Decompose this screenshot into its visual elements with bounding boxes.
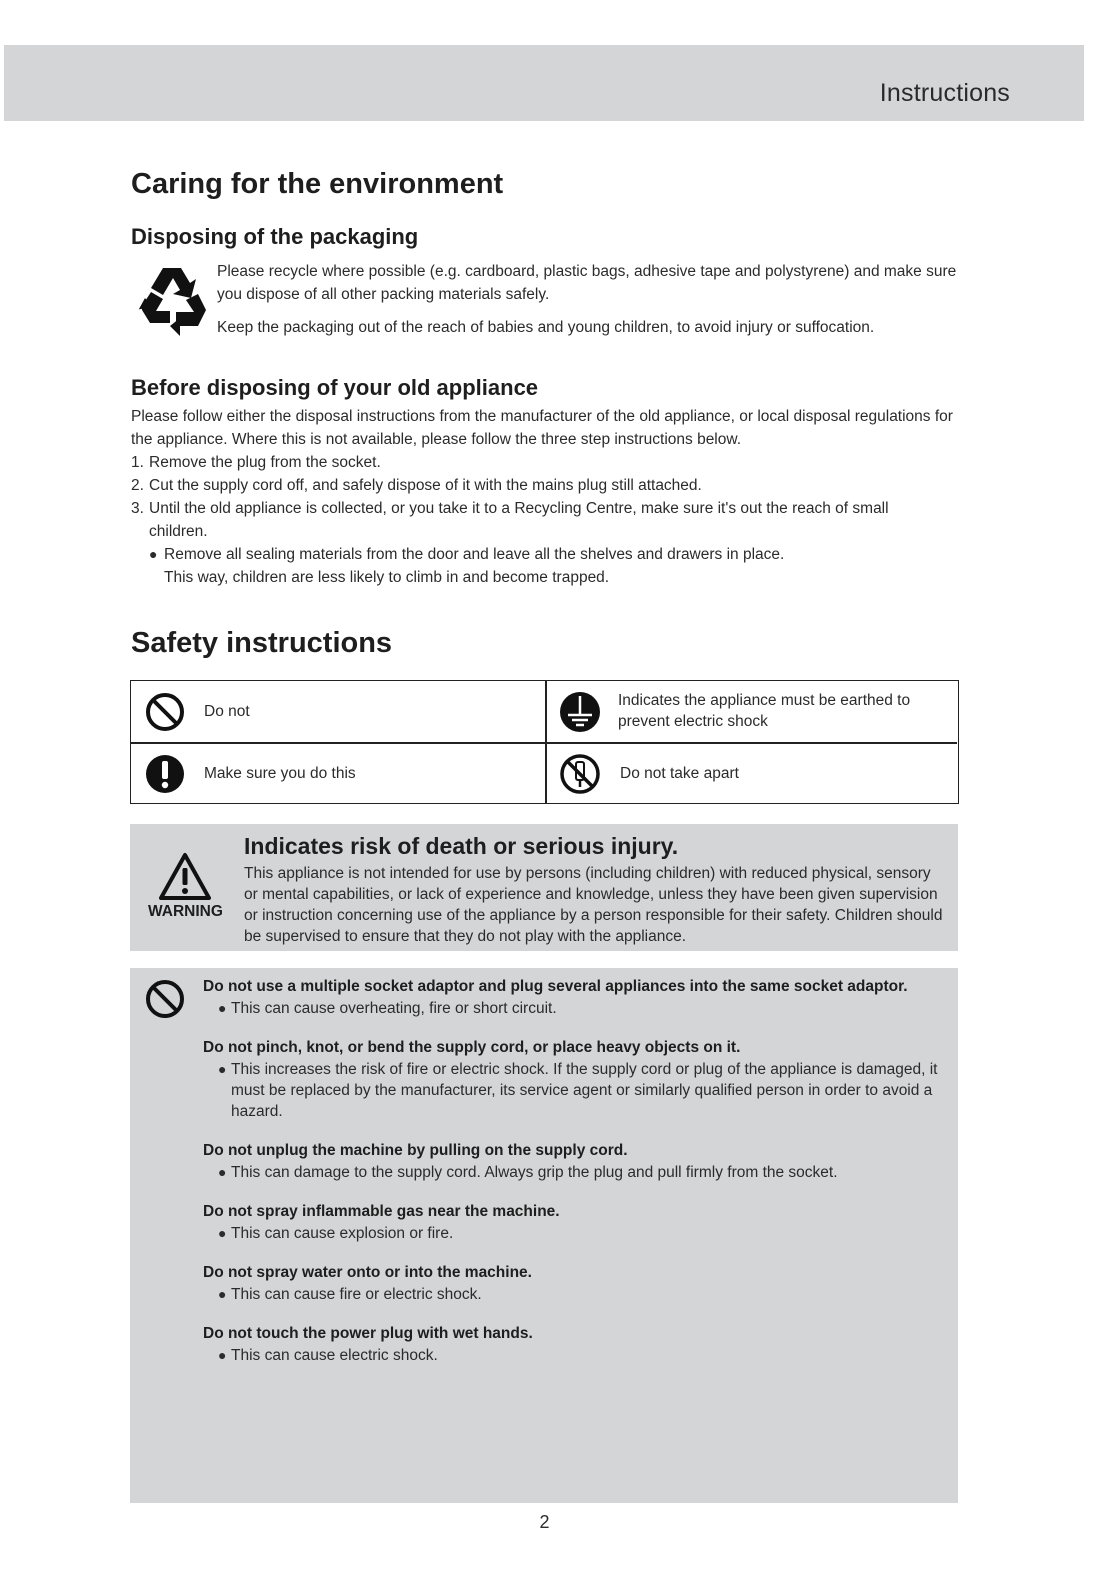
section-title-safety: Safety instructions <box>131 627 393 659</box>
rule-title: Do not touch the power plug with wet hands. <box>203 1325 533 1342</box>
rule-detail <box>203 1162 948 1183</box>
rule-title: Do not spray inflammable gas near the machine. <box>203 1203 560 1220</box>
bullet-icon: ● <box>218 1347 227 1363</box>
list-item <box>131 451 961 474</box>
earth-ground-icon <box>559 691 601 733</box>
rule-title: Do not unplug the machine by pulling on the supply cord. <box>203 1142 628 1159</box>
bullet-icon: ● <box>218 1286 227 1302</box>
old-appliance-text <box>131 405 961 589</box>
rule-detail <box>203 1284 948 1305</box>
prohibition-icon <box>145 978 185 1020</box>
rule-detail-text: This can cause explosion or fire. <box>231 1225 454 1242</box>
rule-detail-text: This can damage to the supply cord. Always grip the plug and pull firmly from the socket. <box>231 1164 838 1181</box>
legend-label: Make sure you do this <box>204 765 356 782</box>
warning-label: WARNING <box>148 903 223 920</box>
warning-title: Indicates risk of death or serious injury. <box>244 833 679 859</box>
rule-detail <box>203 998 948 1019</box>
disposal-steps <box>131 451 961 543</box>
bullet-icon: ● <box>218 1061 227 1077</box>
list-item <box>203 1201 948 1244</box>
step-text: Remove the plug from the socket. <box>149 454 381 471</box>
legend-label: Do not take apart <box>620 765 739 782</box>
bullet-icon: ● <box>149 546 158 562</box>
recycle-icon <box>136 264 208 338</box>
list-item <box>131 497 961 543</box>
packaging-text <box>217 260 977 349</box>
do-not-rules-box <box>130 968 958 1503</box>
packaging-paragraph-1: Please recycle where possible (e.g. cardboard, plastic bags, adhesive tape and polystyrene) and make sure you dispose of all other packing materials safely. <box>217 263 957 303</box>
rule-detail <box>203 1223 948 1244</box>
bullet-icon: ● <box>218 1225 227 1241</box>
section-title-environment: Caring for the environment <box>131 168 504 200</box>
legend-label: Do not <box>204 703 250 720</box>
legend-cell-do-not <box>131 681 545 742</box>
rule-detail <box>203 1059 948 1122</box>
heading-old-appliance: Before disposing of your old appliance <box>131 375 539 400</box>
no-disassembly-icon <box>559 753 601 795</box>
bullet-line-2: This way, children are less likely to climb in and become trapped. <box>164 569 610 586</box>
step-number: 3. <box>131 500 144 517</box>
warning-triangle-icon <box>158 852 212 902</box>
list-item <box>203 1037 948 1122</box>
legend-cell-do-not-take-apart <box>547 744 958 803</box>
bullet-line-1: Remove all sealing materials from the door and leave all the shelves and drawers in place. <box>164 546 785 563</box>
rule-detail-text: This can cause fire or electric shock. <box>231 1286 482 1303</box>
old-appliance-intro: Please follow either the disposal instructions from the manufacturer of the old appliance, or local disposal regulations for the appliance. Where this is not available, please follow the three step instructions below. <box>131 408 953 448</box>
list-item <box>203 1140 948 1183</box>
rule-title: Do not spray water onto or into the machine. <box>203 1264 532 1281</box>
bullet-icon: ● <box>218 1000 227 1016</box>
page-header-title: Instructions <box>879 79 1010 107</box>
rule-detail-text: This increases the risk of fire or electric shock. If the supply cord or plug of the appliance is damaged, it must be replaced by the manufacturer, its service agent or similarly qualified person in order to avoid a hazard. <box>231 1061 938 1120</box>
packaging-paragraph-2: Keep the packaging out of the reach of babies and young children, to avoid injury or suffocation. <box>217 319 875 336</box>
exclamation-icon <box>145 753 185 795</box>
rule-title: Do not use a multiple socket adaptor and plug several appliances into the same socket adaptor. <box>203 978 908 995</box>
list-item <box>203 976 948 1019</box>
legend-cell-make-sure <box>131 744 545 803</box>
legend-label: Indicates the appliance must be earthed to prevent electric shock <box>618 692 911 730</box>
step-number: 2. <box>131 477 144 494</box>
rule-detail-text: This can cause overheating, fire or short circuit. <box>231 1000 557 1017</box>
warning-box <box>130 824 958 951</box>
page-number: 2 <box>539 1512 550 1532</box>
list-item <box>203 1323 948 1366</box>
list-item <box>203 1262 948 1305</box>
step-text: Cut the supply cord off, and safely dispose of it with the mains plug still attached. <box>149 477 702 494</box>
rule-detail-text: This can cause electric shock. <box>231 1347 438 1364</box>
list-item <box>131 474 961 497</box>
heading-packaging: Disposing of the packaging <box>131 224 419 249</box>
symbol-legend-table <box>130 680 959 804</box>
prohibition-icon <box>145 692 185 732</box>
rule-title: Do not pinch, knot, or bend the supply cord, or place heavy objects on it. <box>203 1039 741 1056</box>
bullet-icon: ● <box>218 1164 227 1180</box>
rules-list <box>203 976 948 1384</box>
disposal-bullet <box>131 543 961 589</box>
legend-cell-earthed <box>547 681 958 742</box>
step-text: Until the old appliance is collected, or you take it to a Recycling Centre, make sure it's out the reach of small children. <box>149 500 889 540</box>
step-number: 1. <box>131 454 144 471</box>
rule-detail <box>203 1345 948 1366</box>
warning-text: This appliance is not intended for use by persons (including children) with reduced physical, sensory or mental capabilities, or lack of experience and knowledge, unless they have been given supervision or instruction concerning use of the appliance by a person responsible for their safety. Children should be supervised to ensure that they do not play with the appliance. <box>244 865 943 945</box>
